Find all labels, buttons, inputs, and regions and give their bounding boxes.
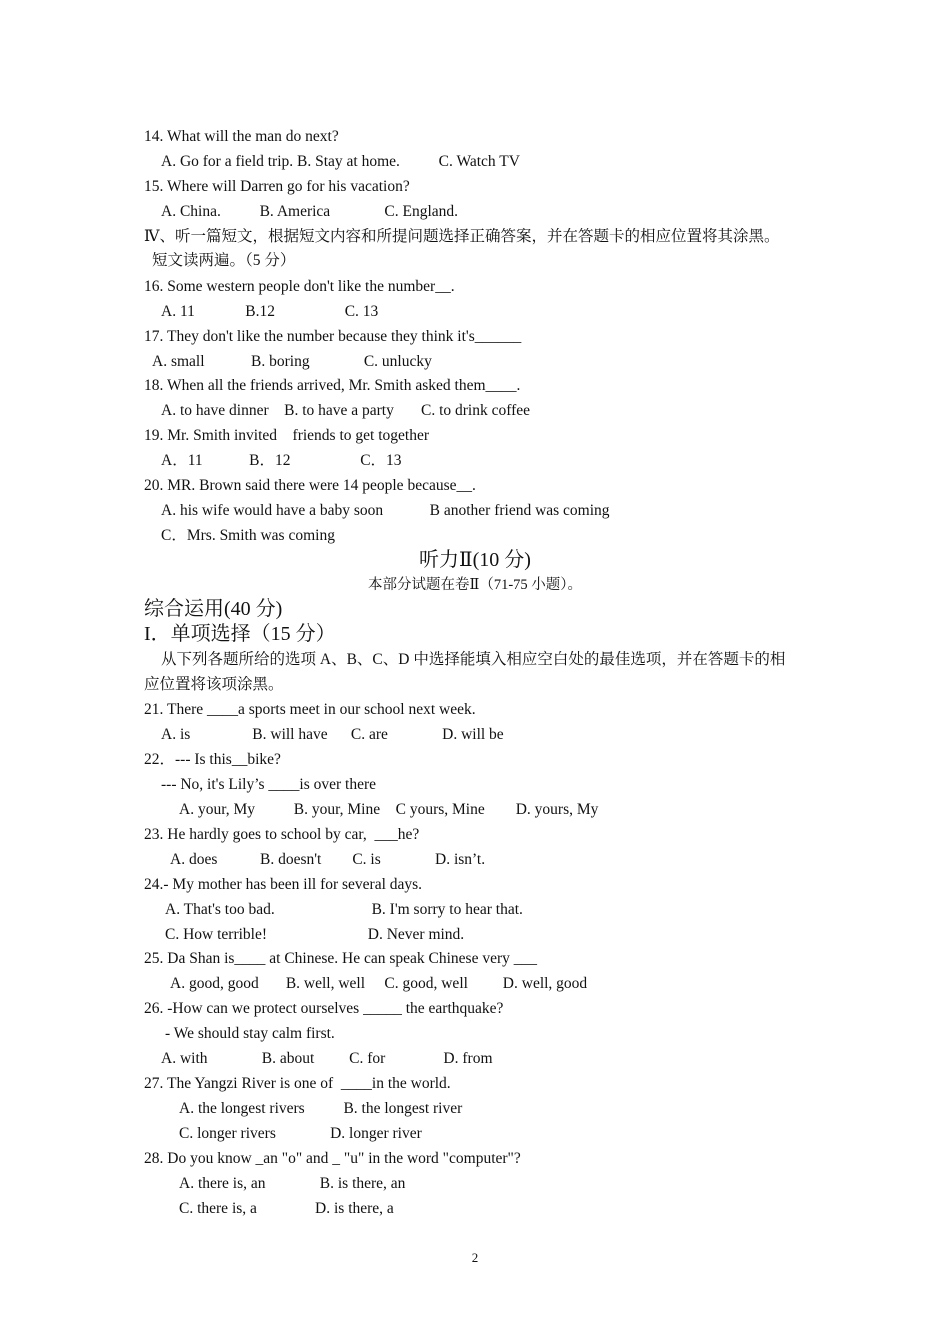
- section-4-instruction: Ⅳ、听一篇短文，根据短文内容和所提问题选择正确答案，并在答题卡的相应位置将其涂黑。: [144, 228, 780, 245]
- question-28-options-ab: A. there is, an B. is there, an: [179, 1175, 406, 1192]
- question-16-stem: 16. Some western people don't like the number__.: [144, 278, 455, 295]
- question-27-stem: 27. The Yangzi River is one of ____in the world.: [144, 1075, 451, 1092]
- question-24-options-cd: C. How terrible! D. Never mind.: [165, 926, 465, 943]
- question-23-stem: 23. He hardly goes to school by car, ___he?: [144, 826, 420, 843]
- question-23-options: A. does B. doesn't C. is D. isn’t.: [170, 851, 486, 868]
- question-21-options: A. is B. will have C. are D. will be: [161, 726, 504, 743]
- question-15-options: A. China. B. America C. England.: [161, 203, 459, 220]
- question-14-stem: 14. What will the man do next?: [144, 128, 339, 145]
- single-choice-title: I．单项选择（15 分）: [144, 623, 336, 645]
- question-17-stem: 17. They don't like the number because they think it's______: [144, 328, 522, 345]
- listening-2-note: 本部分试题在卷Ⅱ（71-75 小题）。: [367, 577, 583, 593]
- question-20-option-c: C．Mrs. Smith was coming: [161, 527, 335, 544]
- question-25-stem: 25. Da Shan is____ at Chinese. He can speak Chinese very ___: [144, 950, 538, 967]
- single-choice-instruction-line-2: 应位置将该项涂黑。: [144, 676, 284, 693]
- question-22-stem: 22．--- Is this__bike?: [144, 751, 281, 768]
- question-19-stem: 19. Mr. Smith invited friends to get together: [144, 427, 429, 444]
- question-18-options: A. to have dinner B. to have a party C. to drink coffee: [161, 402, 531, 419]
- question-22-options: A. your, My B. your, Mine C yours, Mine D. yours, My: [179, 801, 599, 818]
- question-16-options: A. 11 B.12 C. 13: [161, 303, 379, 320]
- section-4-note: 短文读两遍。（5 分）: [152, 252, 296, 269]
- page-number: 2: [471, 1250, 479, 1265]
- question-17-options: A. small B. boring C. unlucky: [152, 353, 432, 370]
- question-26-reply: - We should stay calm first.: [165, 1025, 335, 1042]
- question-24-stem: 24.- My mother has been ill for several days.: [144, 876, 423, 893]
- question-28-options-cd: C. there is, a D. is there, a: [179, 1200, 394, 1217]
- question-15-stem: 15. Where will Darren go for his vacation?: [144, 178, 410, 195]
- question-20-options-ab: A. his wife would have a baby soon B another friend was coming: [161, 502, 610, 519]
- question-18-stem: 18. When all the friends arrived, Mr. Smith asked them____.: [144, 377, 521, 394]
- question-24-options-ab: A. That's too bad. B. I'm sorry to hear that.: [165, 901, 523, 918]
- question-26-options: A. with B. about C. for D. from: [161, 1050, 493, 1067]
- question-27-options-ab: A. the longest rivers B. the longest river: [179, 1100, 463, 1117]
- question-21-stem: 21. There ____a sports meet in our school next week.: [144, 701, 476, 718]
- comprehensive-title: 综合运用(40 分): [144, 598, 283, 620]
- question-26-stem: 26. -How can we protect ourselves _____ the earthquake?: [144, 1000, 504, 1017]
- question-22-reply: --- No, it's Lily’s ____is over there: [161, 776, 377, 793]
- single-choice-instruction-line-1: 从下列各题所给的选项 A、B、C、D 中选择能填入相应空白处的最佳选项，并在答题卡的相: [161, 651, 786, 668]
- question-20-stem: 20. MR. Brown said there were 14 people because__.: [144, 477, 476, 494]
- question-28-stem: 28. Do you know _an "o" and _ "u" in the word "computer"?: [144, 1150, 521, 1167]
- question-25-options: A. good, good B. well, well C. good, well D. well, good: [170, 975, 588, 992]
- listening-2-title: 听力Ⅱ(10 分): [419, 549, 531, 571]
- question-19-options: A．11 B．12 C．13: [161, 452, 402, 469]
- question-14-options: A. Go for a field trip. B. Stay at home. C. Watch TV: [161, 153, 520, 170]
- question-27-options-cd: C. longer rivers D. longer river: [179, 1125, 422, 1142]
